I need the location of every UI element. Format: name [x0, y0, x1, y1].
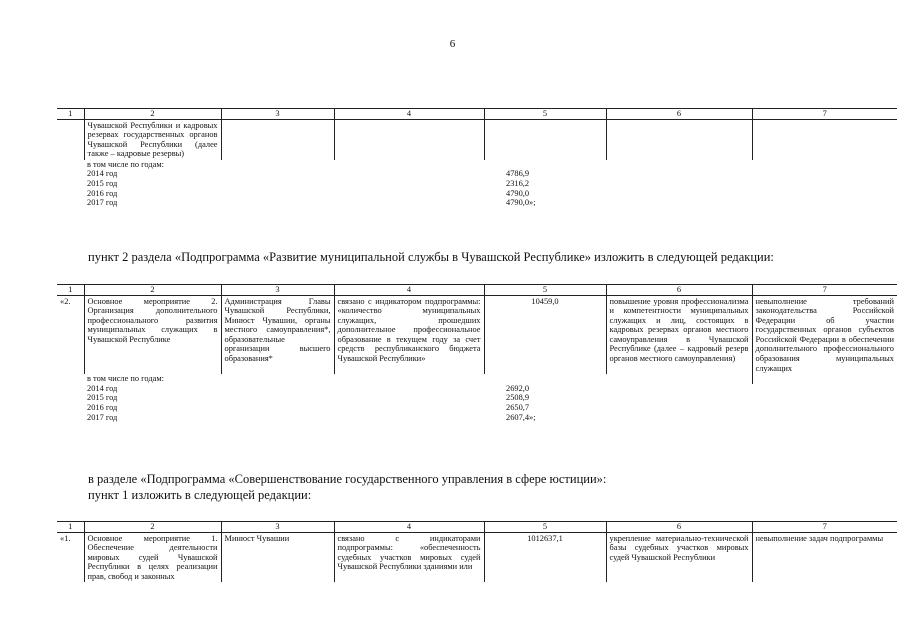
header-cell: 6 [606, 285, 752, 296]
table-cell: 1012637,1 [484, 532, 606, 582]
year-label: 2016 год [87, 188, 118, 198]
header-cell: 1 [57, 522, 84, 533]
table-cell: связано с индикатором подпрограммы: «количество муниципальных служащих, прошедших дополнительное профессиональное образование в текущем году за счет средств республиканского бюджета Чувашской Республики» [334, 295, 484, 374]
table-cell: невыполнение задач подпрограммы [752, 532, 897, 582]
page-number: 6 [449, 38, 456, 50]
header-cell: 4 [334, 109, 484, 120]
year-label: 2017 год [87, 198, 118, 208]
table-cell: Администрация Главы Чувашской Республики, Минюст Чувашии, органы местного самоуправления*, образовательные организации высшего образования* [221, 295, 334, 374]
header-cell: 1 [57, 109, 84, 120]
paragraph-2-line-2: пункт 1 изложить в следующей редакции: [88, 488, 312, 502]
table-cell: повышение уровня профессионализма и компетентности муниципальных служащих и лиц, состоящих в кадровых резервах органов местного самоуправления в Чувашской Республике (далее – кадровый резерв органов местного самоуправления) [606, 295, 752, 374]
table-cell: связано с индикаторами подпрограммы: «обеспеченность судебных участков мировых судей Чувашской Республики зданиями или [334, 532, 484, 582]
table-cell: Чувашской Республики и кадровых резервах государственных органов Чувашской Республики (далее также – кадровые резервы) [84, 119, 221, 160]
header-cell: 5 [484, 109, 606, 120]
table-cell: Основное мероприятие 1. Обеспечение деятельности мировых судей Чувашской Республики в целях реализации прав, свобод и законных [84, 532, 221, 582]
paragraph-2-line-1: в разделе «Подпрограмма «Совершенствование государственного управления в сфере юстиции»: [88, 472, 607, 486]
table-cell: Минюст Чувашии [221, 532, 334, 582]
table-cell: невыполнение требований законодательства Российской Федерации об участии государственных органов субъектов Российской Федерации в обеспечении дополнительного профессионального образования муниципальных служащих [752, 295, 897, 374]
years-label: в том числе по годам: [87, 159, 164, 169]
year-value: 4786,9 [506, 169, 530, 179]
table-1 [57, 108, 897, 208]
header-cell: 6 [606, 109, 752, 120]
table-cell [752, 119, 897, 160]
year-value: 2316,2 [506, 179, 530, 189]
header-cell: 3 [221, 109, 334, 120]
table-cell [334, 119, 484, 160]
header-cell: 4 [334, 285, 484, 296]
header-cell: 1 [57, 285, 84, 296]
table-cell: укрепление материально-технической базы судебных участков мировых судей Чувашской Республики [606, 532, 752, 582]
table-cell: «2. [60, 296, 71, 306]
year-value: 2692,0 [506, 383, 530, 393]
header-cell: 7 [752, 285, 897, 296]
table-cell: 10459,0 [484, 295, 606, 374]
table-cell [484, 119, 606, 160]
header-cell: 3 [221, 522, 334, 533]
header-cell: 6 [606, 522, 752, 533]
year-label: 2015 год [87, 393, 118, 403]
table-cell: Основное мероприятие 2. Организация дополнительного профессионального развития муниципальных служащих в Чувашской Республике [84, 295, 221, 374]
year-value: 4790,0 [506, 188, 530, 198]
header-cell: 2 [84, 522, 221, 533]
header-cell: 3 [221, 285, 334, 296]
header-cell: 5 [484, 522, 606, 533]
year-label: 2014 год [87, 383, 118, 393]
years-label: в том числе по годам: [87, 374, 164, 384]
table-cell [57, 119, 84, 160]
header-cell: 2 [84, 285, 221, 296]
table-cell [606, 119, 752, 160]
year-label: 2017 год [87, 412, 118, 422]
header-cell: 7 [752, 109, 897, 120]
year-value: 2607,4»; [506, 412, 536, 422]
header-cell: 2 [84, 109, 221, 120]
header-cell: 7 [752, 522, 897, 533]
paragraph-1: пункт 2 раздела «Подпрограмма «Развитие муниципальной службы в Чувашской Республике» изложить в следующей редакции: [88, 250, 774, 264]
table-3 [57, 521, 897, 582]
table-cell [221, 119, 334, 160]
year-label: 2015 год [87, 179, 118, 189]
year-label: 2014 год [87, 169, 118, 179]
table-2 [57, 284, 897, 422]
year-label: 2016 год [87, 403, 118, 413]
year-value: 2508,9 [506, 393, 530, 403]
header-cell: 4 [334, 522, 484, 533]
table-cell: «1. [60, 533, 71, 543]
year-value: 4790,0»; [506, 198, 536, 208]
year-value: 2650,7 [506, 403, 530, 413]
header-cell: 5 [484, 285, 606, 296]
